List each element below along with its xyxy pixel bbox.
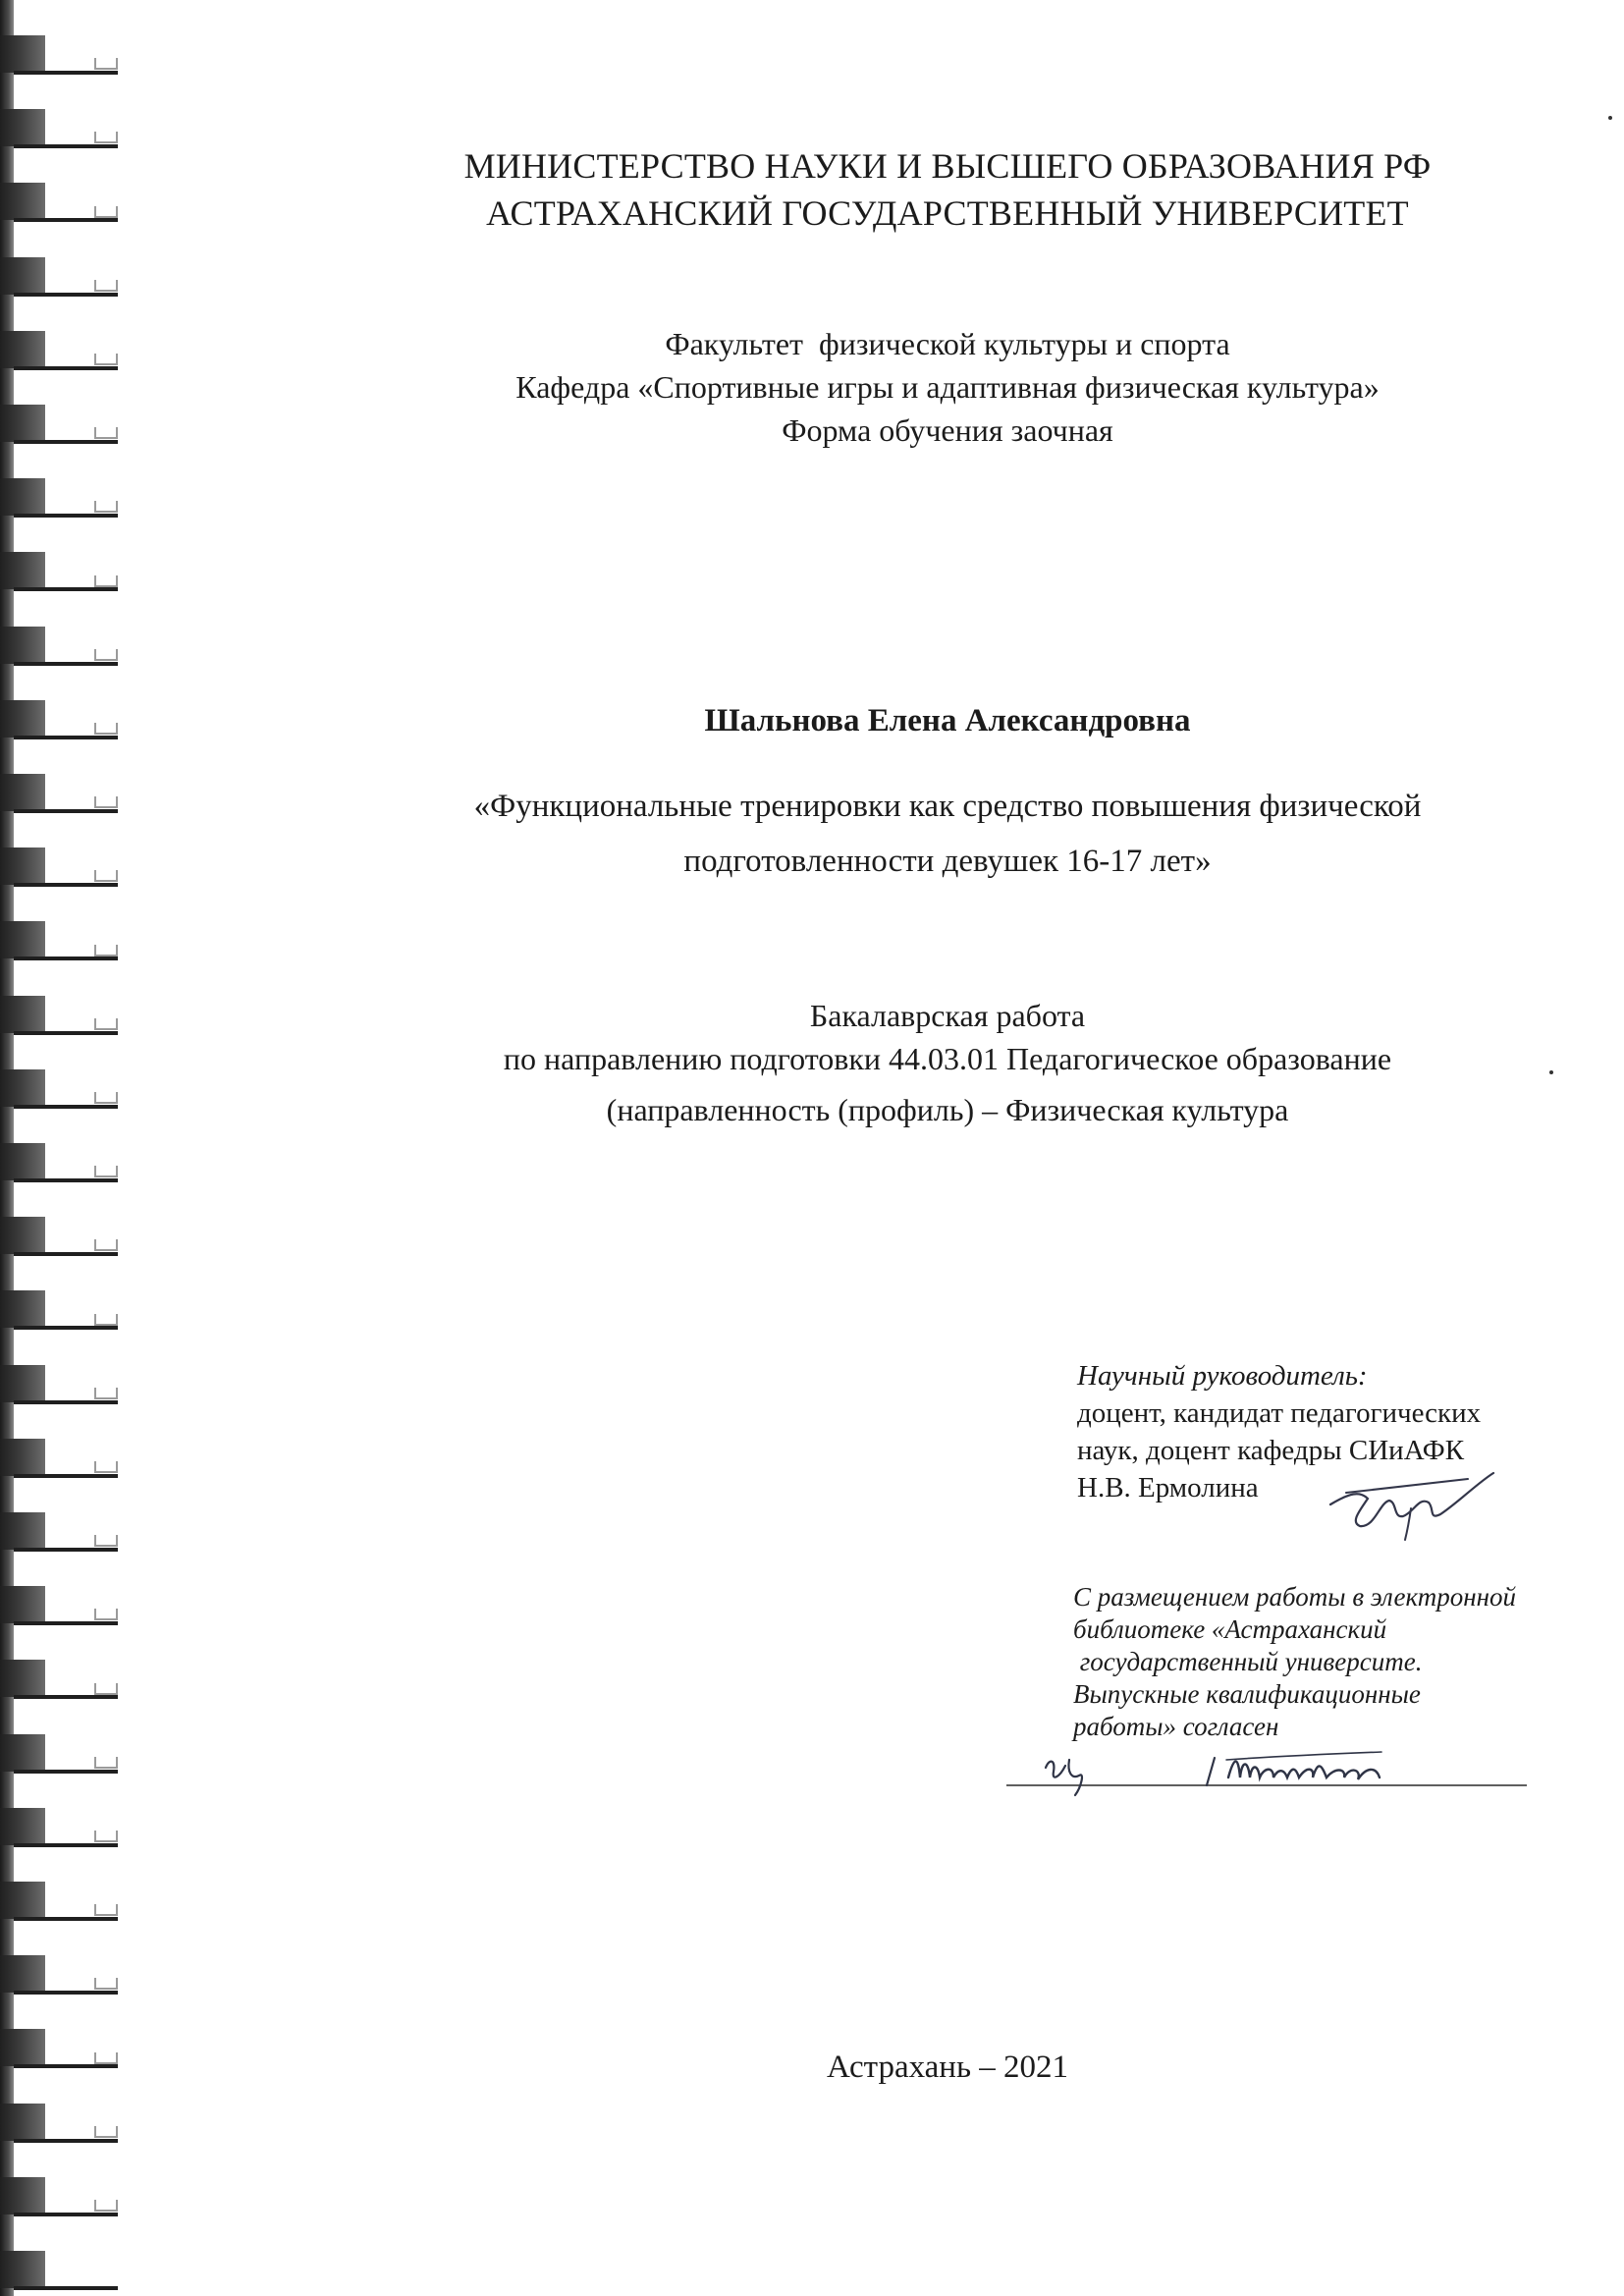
consent-line-3: государственный университе. (1073, 1647, 1423, 1676)
work-type: Бакалаврская работа (809, 998, 1086, 1033)
thesis-title-line-1: «Функциональные тренировки как средство повышения физической (473, 789, 1422, 824)
binding-hole-tick (94, 2200, 118, 2212)
binding-hole-rule (14, 809, 118, 813)
binding-hole-tick (94, 427, 118, 439)
binding-hole-shadow (0, 405, 45, 442)
consent-line-5: работы» согласен (1073, 1712, 1279, 1741)
binding-hole-rule (14, 662, 118, 666)
institution-header (295, 142, 1600, 237)
scan-speck (1608, 116, 1612, 120)
ministry-name: МИНИСТЕРСТВО НАУКИ И ВЫСШЕГО ОБРАЗОВАНИЯ РФ (463, 146, 1432, 186)
binding-hole-rule (14, 1178, 118, 1182)
binding-hole-shadow (0, 1955, 45, 1993)
binding-hole-shadow (0, 478, 45, 516)
binding-hole-shadow (0, 1660, 45, 1697)
binding-hole-tick (94, 723, 118, 735)
binding-hole-rule (14, 1400, 118, 1404)
binding-hole-tick (94, 1535, 118, 1547)
binding-hole-shadow (0, 183, 45, 220)
binding-hole-tick (94, 1388, 118, 1399)
binding-hole-tick (94, 1978, 118, 1990)
binding-hole-rule (14, 1474, 118, 1478)
binding-hole-tick (94, 649, 118, 661)
city-and-year: Астрахань – 2021 (826, 2050, 1069, 2085)
binding-hole-rule (14, 144, 118, 148)
binding-hole-tick (94, 1683, 118, 1695)
binding-hole-rule (14, 1843, 118, 1847)
binding-hole-shadow (0, 1439, 45, 1476)
binding-hole-rule (14, 1548, 118, 1552)
binding-hole-shadow (0, 1808, 45, 1845)
binding-hole-tick (94, 501, 118, 513)
binding-hole-shadow (0, 1734, 45, 1772)
library-consent-block (1073, 1581, 1603, 1743)
binding-hole-tick (94, 575, 118, 587)
author-name: Шальнова Елена Александровна (704, 703, 1191, 738)
binding-hole-tick (94, 1904, 118, 1916)
binding-hole-tick (94, 796, 118, 808)
binding-hole-tick (94, 945, 118, 957)
binding-hole-tick (94, 870, 118, 882)
binding-hole-shadow (0, 774, 45, 811)
binding-hole-shadow (0, 700, 45, 738)
binding-hole-shadow (0, 552, 45, 589)
binding-hole-shadow (0, 996, 45, 1033)
binding-hole-tick (94, 1831, 118, 1842)
binding-hole-rule (14, 883, 118, 887)
binding-hole-tick (94, 1166, 118, 1177)
binding-hole-tick (94, 1609, 118, 1620)
binding-hole-shadow (0, 1217, 45, 1254)
binding-hole-tick (94, 1757, 118, 1769)
consent-line-2: библиотеке «Астраханский (1073, 1614, 1387, 1644)
binding-hole-rule (14, 1917, 118, 1921)
binding-hole-tick (94, 1461, 118, 1473)
binding-hole-tick (94, 1092, 118, 1104)
binding-hole-rule (14, 1621, 118, 1625)
binding-hole-rule (14, 1252, 118, 1256)
binding-hole-rule (14, 1770, 118, 1774)
binding-hole-shadow (0, 35, 45, 73)
binding-hole-shadow (0, 2104, 45, 2141)
thesis-title (295, 779, 1600, 889)
binding-hole-shadow (0, 1290, 45, 1328)
binding-hole-shadow (0, 2029, 45, 2066)
work-type-block (295, 994, 1600, 1131)
binding-hole-shadow (0, 1882, 45, 1919)
thesis-title-line-2: подготовленности девушек 16-17 лет» (683, 844, 1212, 879)
binding-hole-rule (14, 1105, 118, 1109)
binding-hole-rule (14, 587, 118, 591)
binding-hole-shadow (0, 2251, 45, 2288)
binding-hole-rule (14, 71, 118, 75)
binding-hole-rule (14, 1031, 118, 1035)
binding-hole-shadow (0, 331, 45, 368)
supervisor-position-line-2: наук, доцент кафедры СИиАФК (1077, 1435, 1465, 1466)
binding-hole-shadow (0, 1586, 45, 1623)
binding-hole-rule (14, 736, 118, 739)
consent-line-1: С размещением работы в электронной (1073, 1582, 1517, 1612)
study-form: Форма обучения заочная (782, 412, 1113, 448)
study-direction: по направлению подготовки 44.03.01 Педагогическое образование (503, 1041, 1392, 1076)
university-name: АСТРАХАНСКИЙ ГОСУДАРСТВЕННЫЙ УНИВЕРСИТЕТ (486, 193, 1409, 233)
binding-hole-rule (14, 1695, 118, 1699)
binding-hole-shadow (0, 1512, 45, 1550)
binding-hole-shadow (0, 921, 45, 958)
binding-hole-tick (94, 1314, 118, 1326)
binding-hole-tick (94, 280, 118, 292)
study-profile: (направленность (профиль) – Физическая культура (606, 1092, 1289, 1127)
binding-hole-rule (14, 514, 118, 518)
consent-line-4: Выпускные квалификационные (1073, 1679, 1421, 1709)
binding-hole-rule (14, 957, 118, 960)
binding-hole-rule (14, 2286, 118, 2290)
binding-hole-tick (94, 2052, 118, 2064)
faculty-name: Факультет физической культуры и спорта (665, 326, 1230, 361)
binding-hole-shadow (0, 847, 45, 885)
scan-speck (1549, 1070, 1553, 1074)
binding-hole-shadow (0, 257, 45, 295)
binding-hole-rule (14, 2064, 118, 2068)
binding-hole-tick (94, 206, 118, 218)
binding-hole-rule (14, 2139, 118, 2143)
binding-hole-tick (94, 1018, 118, 1030)
binding-hole-shadow (0, 1069, 45, 1107)
faculty-block (295, 322, 1600, 452)
binding-hole-shadow (0, 2177, 45, 2214)
binding-hole-rule (14, 1991, 118, 1995)
binding-hole-shadow (0, 1365, 45, 1402)
supervisor-label: Научный руководитель: (1077, 1360, 1368, 1392)
binding-hole-rule (14, 440, 118, 444)
binding-strip (0, 0, 128, 2296)
binding-hole-shadow (0, 1143, 45, 1180)
binding-hole-rule (14, 218, 118, 222)
binding-hole-rule (14, 293, 118, 297)
supervisor-signature (1321, 1463, 1497, 1542)
department-name: Кафедра «Спортивные игры и адаптивная физическая культура» (515, 369, 1380, 405)
binding-hole-rule (14, 1326, 118, 1330)
binding-hole-tick (94, 1239, 118, 1251)
binding-hole-rule (14, 366, 118, 370)
binding-hole-tick (94, 58, 118, 70)
binding-hole-tick (94, 354, 118, 365)
supervisor-name: Н.В. Ермолина (1077, 1472, 1259, 1503)
binding-hole-shadow (0, 109, 45, 146)
binding-hole-shadow (0, 627, 45, 664)
binding-hole-tick (94, 132, 118, 143)
binding-hole-rule (14, 2213, 118, 2216)
supervisor-position-line-1: доцент, кандидат педагогических (1077, 1397, 1482, 1429)
binding-hole-tick (94, 2126, 118, 2138)
author-signature (1006, 1738, 1537, 1807)
